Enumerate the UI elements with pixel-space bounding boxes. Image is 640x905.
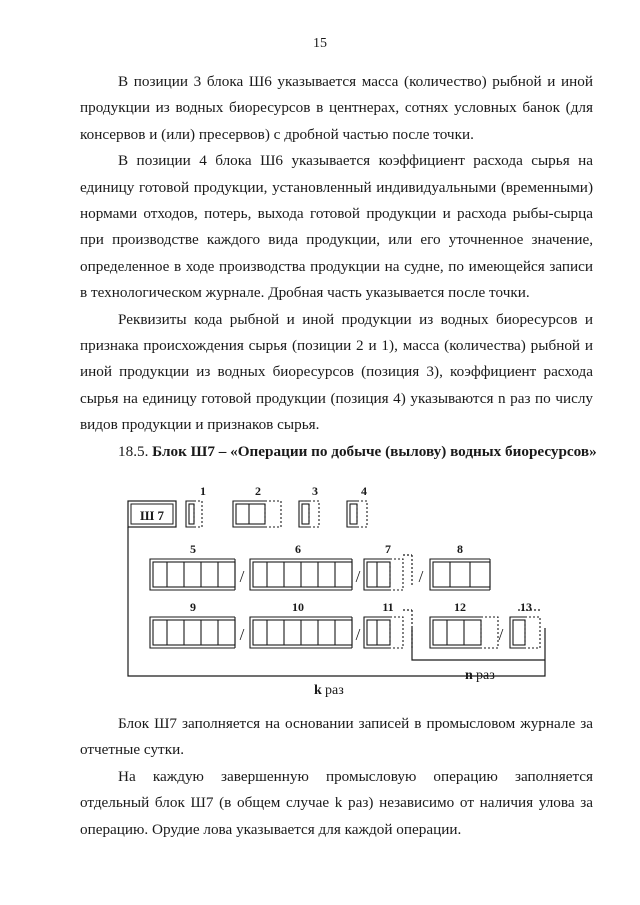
page-number: 15	[313, 36, 327, 51]
field-position-9	[150, 617, 235, 648]
field-position-7	[364, 559, 403, 590]
field-position-5	[150, 559, 235, 590]
position-label-1: 1	[200, 484, 206, 498]
position-label-5: 5	[190, 542, 196, 556]
field-position-11	[364, 617, 403, 648]
slash: /	[355, 567, 361, 586]
n-repeat-letter: n	[465, 668, 473, 683]
position-label-7: 7	[385, 542, 391, 556]
slash: /	[498, 625, 504, 644]
position-label-3: 3	[312, 484, 318, 498]
slash: /	[239, 567, 245, 586]
paragraph-fill-basis: Блок Ш7 заполняется на основании записей в промысловом журнале за отчетные сутки.	[80, 715, 593, 759]
field-position-8	[430, 559, 490, 590]
position-label-12: 12	[454, 600, 466, 614]
field-position-13	[510, 617, 540, 648]
position-label-4: 4	[361, 484, 367, 498]
field-position-12	[430, 617, 498, 648]
field-position-2	[233, 501, 281, 527]
position-label-8: 8	[457, 542, 463, 556]
paragraph-requisites: Реквизиты кода рыбной и иной продукции из водных биоресурсов и признака происхождения сырья (позиции 2 и 1), масса (количества) рыбной и иной продукции из водных биоресурсов (позиция 3), коэффициент расхода сырья на единицу готовой продукции (позиция 4) указываются n раз по числу видов продукции и признаков сырья.	[80, 310, 593, 434]
slash: /	[239, 625, 245, 644]
field-position-4	[347, 501, 367, 527]
n-repeat-word: раз	[476, 668, 495, 683]
field-position-6	[250, 559, 352, 590]
k-repeat-word: раз	[325, 683, 344, 698]
paragraph-position-4: В позиции 4 блока Ш6 указывается коэффициент расхода сырья на единицу готовой продукции, установленный индивидуальными (временными) нормами отходов, потерь, выхода готовой продукции и расхода рыбы-сырца при производстве каждого вида продукции, или его уточненное значение, определенное в ходе производства продукции на судне, по имеющейся записи в технологическом журнале. Дробная часть указывается после точки.	[80, 152, 593, 302]
slash: /	[355, 625, 361, 644]
section-title: Блок Ш7 – «Операции по добыче (вылову) водных биоресурсов»	[152, 442, 597, 460]
block-label-box	[128, 501, 176, 527]
k-repeat-letter: k	[314, 683, 322, 698]
paragraph-position-3: В позиции 3 блока Ш6 указывается масса (количество) рыбной и иной продукции из водных биоресурсов в центнерах, сотнях условных банок (для консервов и (или) пресервов) с дробной частью после точки.	[80, 73, 593, 143]
block-label: Ш 7	[139, 508, 165, 523]
position-label-11: 11	[382, 600, 394, 614]
section-number: 18.5.	[118, 442, 149, 460]
field-position-3	[299, 501, 319, 527]
position-label-2: 2	[255, 484, 261, 498]
field-position-10	[250, 617, 352, 648]
field-position-1	[186, 501, 202, 527]
slash: /	[418, 567, 424, 586]
position-label-6: 6	[295, 542, 301, 556]
position-label-13: 13	[520, 600, 532, 614]
paragraph-per-operation: На каждую завершенную промысловую операцию заполняется отдельный блок Ш7 (в общем случае k раз) независимо от наличия улова за операцию. Орудие лова указывается для каждой операции.	[80, 767, 593, 838]
position-label-10: 10	[292, 600, 304, 614]
position-label-9: 9	[190, 600, 196, 614]
body-text-bottom	[80, 711, 593, 843]
